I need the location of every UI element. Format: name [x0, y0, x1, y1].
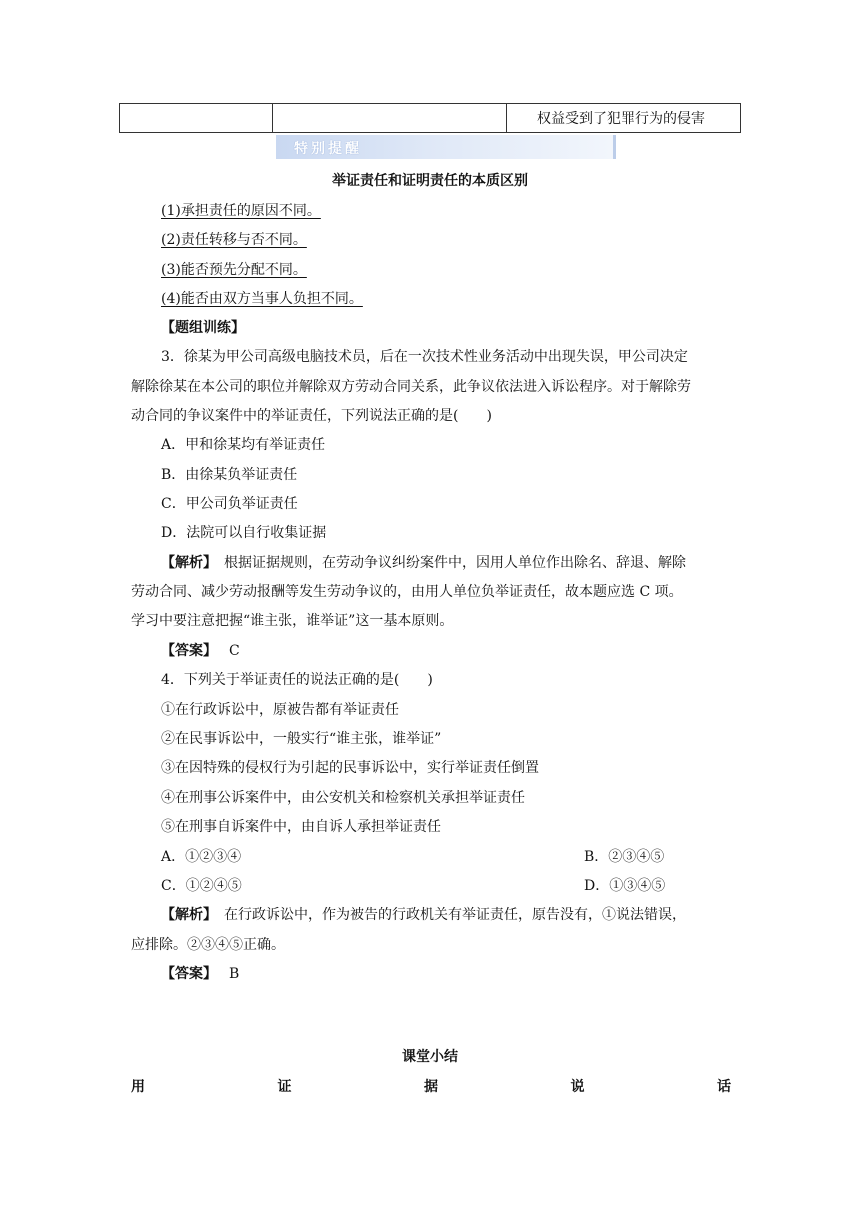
q4-answer — [161, 963, 239, 983]
table-cell-text: 权益受到了犯罪行为的侵害 — [537, 111, 705, 127]
analysis-text: 在行政诉讼中，作为被告的行政机关有举证责任，原告没有，①说法错误， — [210, 907, 686, 923]
q4-statement-2: ②在民事诉讼中，一般实行“谁主张，谁举证” — [161, 731, 442, 747]
analysis-label: 【解析】 — [161, 555, 210, 571]
q3-option-d: D．法院可以自行收集证据 — [161, 525, 327, 541]
summary-char: 据 — [424, 1079, 438, 1095]
q4-statement-3: ③在因特殊的侵权行为引起的民事诉讼中，实行举证责任倒置 — [161, 760, 539, 776]
q4-statement-5: ⑤在刑事自诉案件中，由自诉人承担举证责任 — [161, 819, 441, 835]
q4-stem: 4．下列关于举证责任的说法正确的是( ) — [161, 672, 433, 688]
answer-value: B — [229, 966, 240, 982]
table-cell — [120, 104, 273, 133]
table-cell — [507, 104, 741, 133]
q3-stem-line-3: 动合同的争议案件中的举证责任，下列说法正确的是( ) — [131, 408, 492, 424]
exercise-heading: 【题组训练】 — [161, 320, 245, 336]
q4-statement-4: ④在刑事公诉案件中，由公安机关和检察机关承担举证责任 — [161, 790, 525, 806]
q3-stem-line-1: 3．徐某为甲公司高级电脑技术员，后在一次技术性业务活动中出现失误，甲公司决定 — [161, 349, 688, 365]
q3-analysis-line-1 — [161, 552, 686, 572]
summary-char: 用 — [131, 1079, 145, 1095]
section-heading: 举证责任和证明责任的本质区别 — [332, 173, 528, 189]
table-cell — [273, 104, 507, 133]
summary-char: 证 — [277, 1079, 292, 1095]
q4-analysis-line-2: 应排除。②③④⑤正确。 — [131, 937, 285, 953]
q3-option-a: A．甲和徐某均有举证责任 — [161, 437, 326, 453]
difference-item-3: (3)能否预先分配不同。 — [161, 262, 307, 278]
q3-option-c: C．甲公司负举证责任 — [161, 496, 298, 512]
difference-item-2: (2)责任转移与否不同。 — [161, 232, 307, 248]
q4-option-b: B．②③④⑤ — [584, 849, 665, 865]
analysis-label: 【解析】 — [161, 907, 210, 923]
summary-phrase — [131, 1076, 731, 1096]
summary-char: 话 — [717, 1079, 731, 1095]
q3-stem-line-2: 解除徐某在本公司的职位并解除双方劳动合同关系，此争议依法进入诉讼程序。对于解除劳 — [131, 379, 691, 395]
q3-analysis-line-2: 劳动合同、减少劳动报酬等发生劳动争议的，由用人单位负举证责任，故本题应选 C 项。 — [131, 584, 683, 600]
q3-answer — [161, 640, 240, 660]
q4-option-d: D．①③④⑤ — [584, 878, 666, 894]
analysis-text: 根据证据规则，在劳动争议纠纷案件中，因用人单位作出除名、辞退、解除 — [210, 555, 686, 571]
answer-table-fragment — [119, 103, 741, 133]
q4-statement-1: ①在行政诉讼中，原被告都有举证责任 — [161, 702, 399, 718]
q4-option-a: A．①②③④ — [161, 849, 242, 865]
summary-char: 说 — [570, 1079, 585, 1095]
tip-banner — [276, 135, 616, 159]
tip-banner-label: 特别提醒 — [294, 141, 362, 157]
answer-label: 【答案】 — [161, 643, 217, 659]
q4-option-c: C．①②④⑤ — [161, 878, 242, 894]
q3-analysis-line-3: 学习中要注意把握“谁主张，谁举证”这一基本原则。 — [131, 613, 454, 629]
summary-title: 课堂小结 — [402, 1049, 458, 1065]
difference-item-1: (1)承担责任的原因不同。 — [161, 203, 321, 219]
q3-option-b: B．由徐某负举证责任 — [161, 467, 298, 483]
q4-analysis-line-1 — [161, 904, 686, 924]
answer-label: 【答案】 — [161, 966, 217, 982]
difference-item-4: (4)能否由双方当事人负担不同。 — [161, 291, 363, 307]
answer-value: C — [229, 643, 240, 659]
